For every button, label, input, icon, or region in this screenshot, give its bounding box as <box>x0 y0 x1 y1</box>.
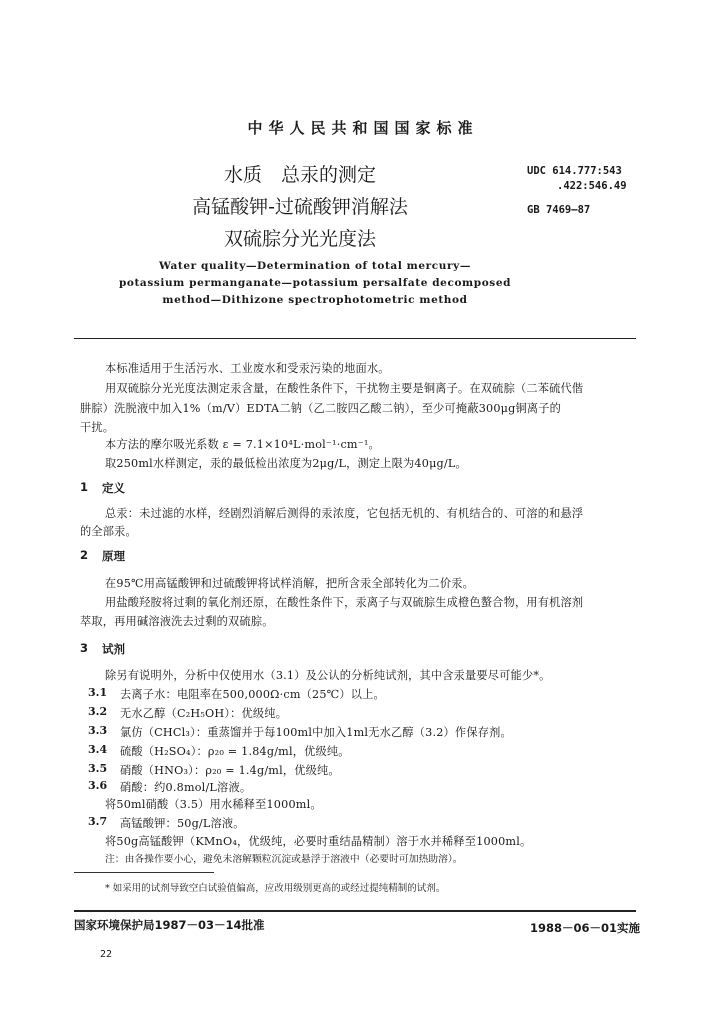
intro-line-4: 干扰。 <box>80 421 115 434</box>
item-number: 3.5 <box>88 762 108 775</box>
title-line-1: 水质 总汞的测定 <box>223 164 376 186</box>
standard-body-heading: 中华人民共和国国家标准 <box>247 119 479 137</box>
section-3-number: 3 <box>80 641 89 655</box>
item-number: 3.2 <box>88 705 108 718</box>
title-line-2: 高锰酸钾-过硫酸钾消解法 <box>192 196 408 218</box>
section-1-line-1: 总汞：未过滤的水样，经剧烈消解后测得的汞浓度，它包括无机的、有机结合的、可溶的和悬浮 <box>105 507 584 520</box>
gb-number: GB 7469—87 <box>527 204 591 216</box>
section-2-line-2: 用盐酸羟胺将过剩的氧化剂还原，在酸性条件下，汞离子与双硫腙生成橙色螯合物，用有机溶剂 <box>105 596 584 609</box>
item-text: 氯仿（CHCl₃）：重蒸馏并于每100ml中加入1ml无水乙醇（3.2）作保存剂。 <box>120 726 512 739</box>
reagent-note: 注：由各操作要小心，避免未溶解颗粒沉淀或悬浮于溶液中（必要时可加热助溶）。 <box>105 854 463 865</box>
intro-line-6: 取250ml水样测定，汞的最低检出浓度为2μg/L，测定上限为40μg/L。 <box>105 457 467 470</box>
footnote: * 如采用的试剂导致空白试验值偏高，应改用级别更高的或经过提纯精制的试剂。 <box>105 883 446 894</box>
item-number: 3.7 <box>88 815 108 828</box>
section-2-number: 2 <box>80 548 89 562</box>
intro-line-2: 用双硫腙分光光度法测定汞含量，在酸性条件下，干扰物主要是铜离子。在双硫腙（二苯硫代偕 <box>105 382 584 395</box>
intro-line-3: 肼腙）洗脱液中加入1%（m/V）EDTA二钠（乙二胺四乙酸二钠），至少可掩蔽300μg铜离子的 <box>80 402 562 415</box>
effective-date: 1988－06－01实施 <box>530 921 641 935</box>
item-number: 3.1 <box>88 686 108 699</box>
item-text: 无水乙醇（C₂H₅OH）：优级纯。 <box>120 707 288 720</box>
item-text: 硝酸（HNO₃）：ρ₂₀ = 1.4g/ml，优级纯。 <box>120 764 340 777</box>
title-line-3: 双硫腙分光光度法 <box>223 228 376 250</box>
footnote-rule <box>74 872 214 873</box>
item-text: 高锰酸钾：50g/L溶液。 <box>120 817 245 830</box>
item-text: 将50g高锰酸钾（KMnO₄，优级纯，必要时重结晶精制）溶于水并稀释至1000ml。 <box>105 835 532 848</box>
section-2-line-1: 在95℃用高锰酸钾和过硫酸钾将试样消解，把所含汞全部转化为二价汞。 <box>105 577 474 590</box>
section-2-line-3: 萃取，再用碱溶液洗去过剩的双硫腙。 <box>80 615 274 628</box>
page-number: 22 <box>100 949 113 960</box>
section-2-title: 原理 <box>102 549 125 563</box>
item-text: 硫酸（H₂SO₄）：ρ₂₀ = 1.84g/ml，优级纯。 <box>120 745 350 758</box>
item-number: 3.3 <box>88 724 108 737</box>
section-1-title: 定义 <box>102 481 125 495</box>
section-1-line-2: 的全部汞。 <box>80 525 137 538</box>
section-3-intro: 除另有说明外，分析中仅使用水（3.1）及公认的分析纯试剂，其中含汞量要尽可能少*。 <box>105 669 551 682</box>
item-text: 将50ml硝酸（3.5）用水稀释至1000ml。 <box>105 798 322 811</box>
item-text: 去离子水：电阻率在500,000Ω·cm（25℃）以上。 <box>120 688 385 701</box>
item-number: 3.6 <box>88 779 108 792</box>
english-title-line-2: potassium permanganate—potassium persalfate decomposed <box>118 277 512 289</box>
header-rule <box>74 338 636 339</box>
section-3-title: 试剂 <box>102 642 125 656</box>
english-title-line-3: method—Dithizone spectrophotometric method <box>162 294 468 306</box>
intro-line-1: 本标准适用于生活污水、工业废水和受汞污染的地面水。 <box>105 362 390 375</box>
item-number: 3.4 <box>88 743 108 756</box>
approval-date: 国家环境保护局1987－03－14批准 <box>74 918 265 932</box>
item-text: 硝酸：约0.8mol/L溶液。 <box>120 781 252 794</box>
section-1-number: 1 <box>80 480 89 494</box>
udc-code-line-2: .422:546.49 <box>557 180 627 192</box>
english-title-line-1: Water quality—Determination of total mercury— <box>159 260 471 272</box>
intro-line-5: 本方法的摩尔吸光系数 ε = 7.1×10⁴L·mol⁻¹·cm⁻¹。 <box>105 438 380 451</box>
footer-rule <box>74 910 636 912</box>
udc-code-line-1: UDC 614.777:543 <box>527 165 622 177</box>
